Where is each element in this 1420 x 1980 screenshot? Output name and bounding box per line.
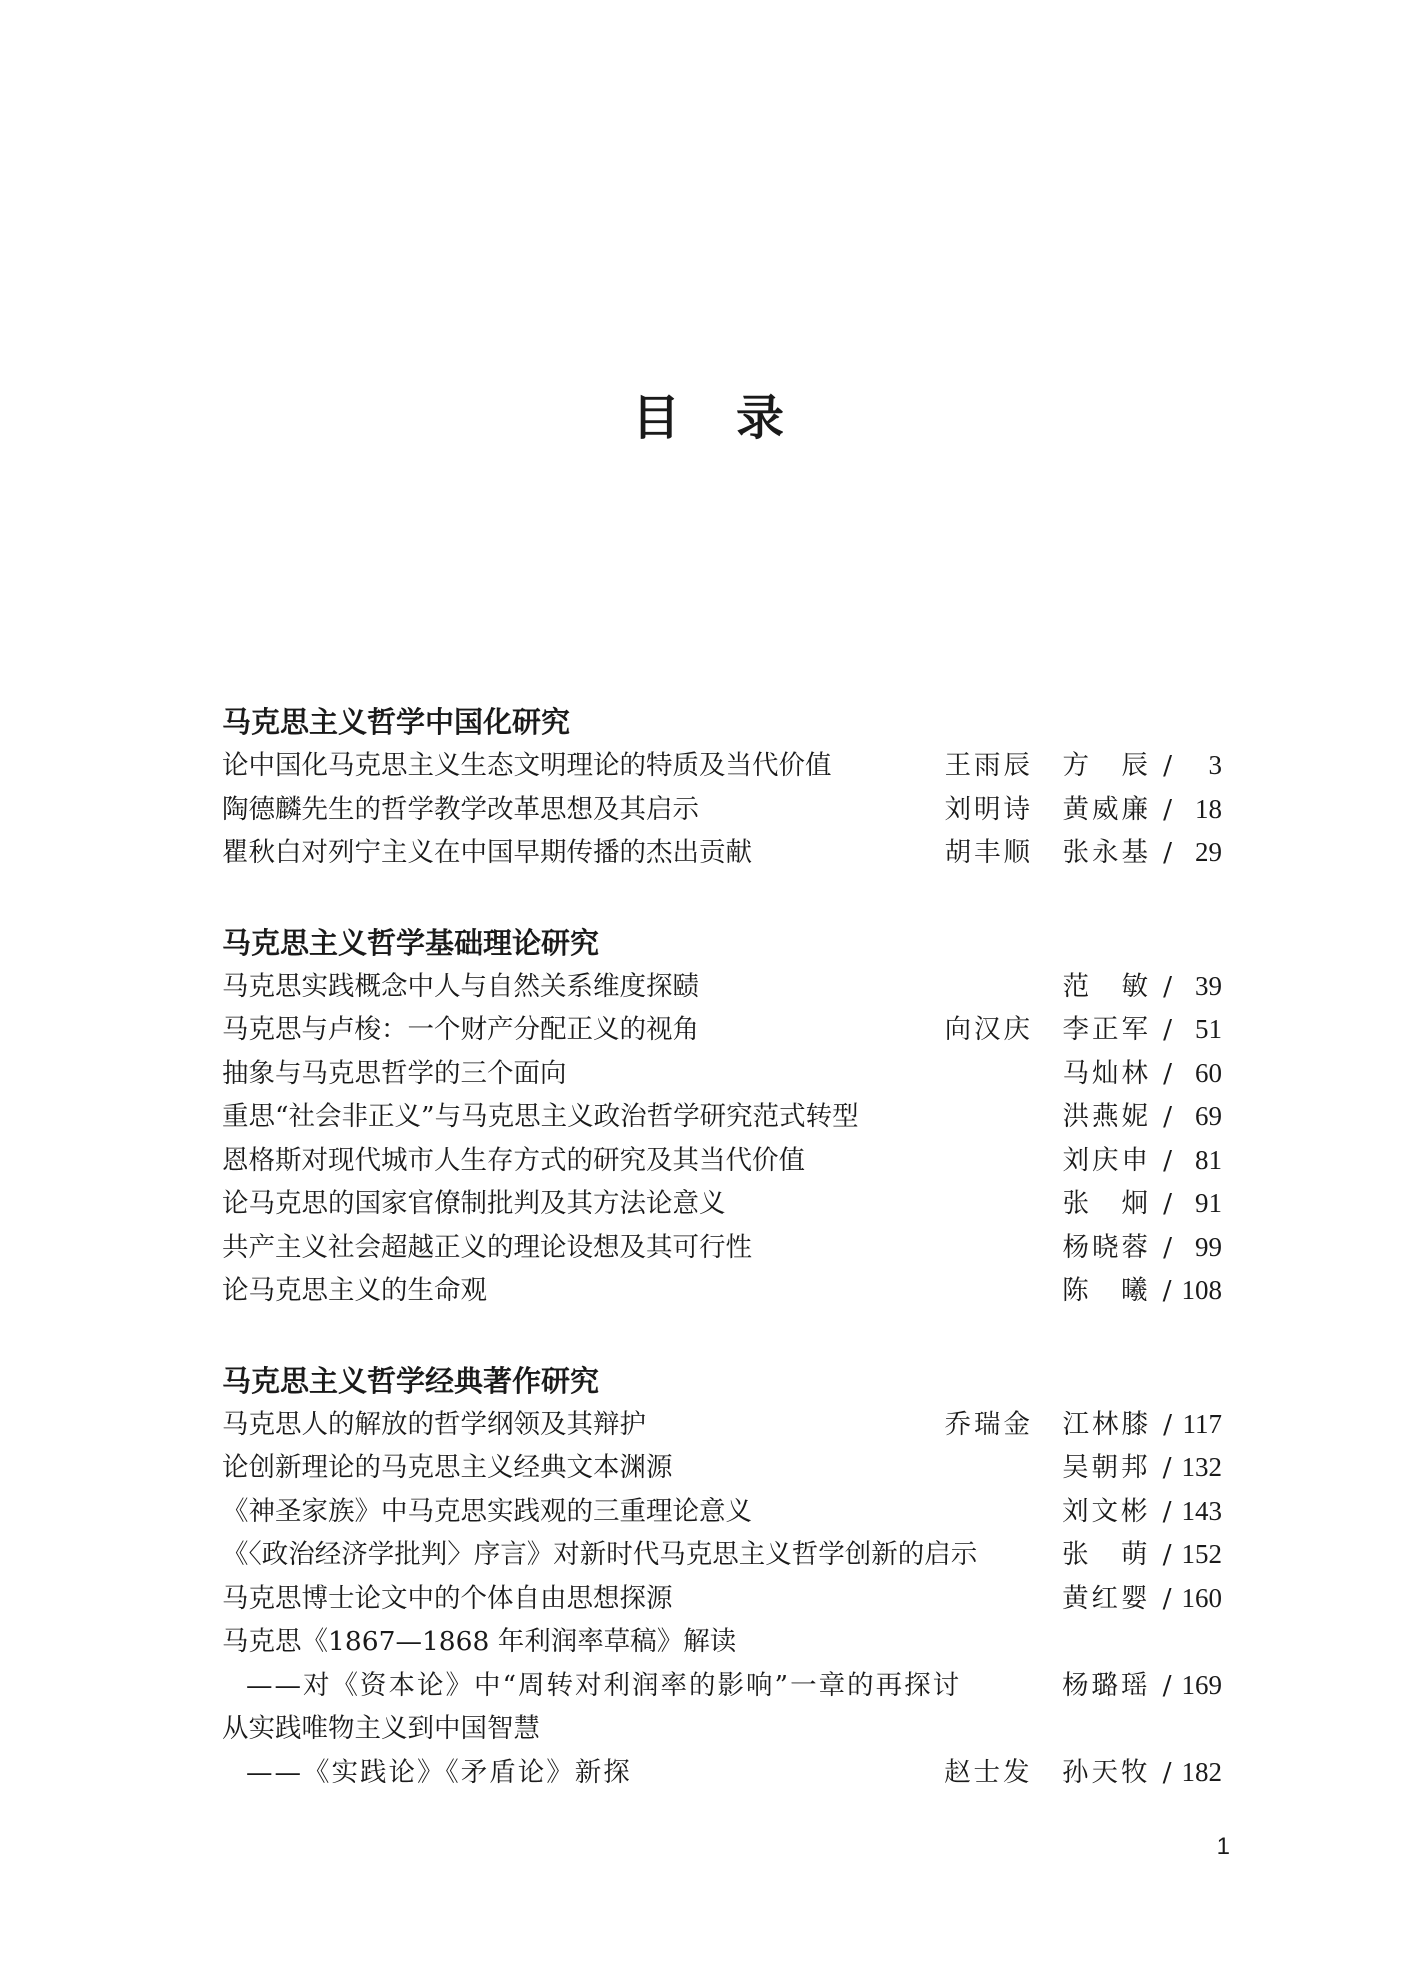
entry-title: 论创新理论的马克思主义经典文本渊源 (222, 1452, 673, 1483)
toc-entry[interactable] (222, 1490, 1222, 1534)
entry-authors: 张 萌 (1062, 1539, 1151, 1570)
section-heading: 马克思主义哲学基础理论研究 (222, 925, 600, 960)
entry-page-number: 160 (1181, 1582, 1222, 1613)
toc-entry[interactable] (222, 1707, 1222, 1751)
entry-title: 论马克思主义的生命观 (222, 1275, 487, 1306)
entry-separator: / (1163, 837, 1172, 868)
entry-separator: / (1162, 1275, 1172, 1306)
entry-separator: / (1163, 793, 1172, 825)
entry-page-number: 81 (1195, 1144, 1222, 1175)
entry-separator: / (1163, 970, 1172, 1002)
entry-title: 共产主义社会超越正义的理论设想及其可行性 (222, 1231, 752, 1263)
entry-title: 马克思《1867—1868 年利润率草稿》解读 (222, 1626, 737, 1657)
entry-authors: 张 炯 (1062, 1188, 1152, 1219)
entry-separator: / (1162, 1582, 1172, 1614)
entry-authors: 黄红婴 (1062, 1582, 1151, 1614)
toc-entry[interactable] (222, 1446, 1222, 1490)
entry-title: 抽象与马克思哲学的三个面向 (222, 1057, 567, 1089)
entry-separator: / (1162, 1452, 1172, 1483)
entry-page-number: 91 (1195, 1188, 1222, 1218)
entry-title: 恩格斯对现代城市人生存方式的研究及其当代价值 (222, 1144, 805, 1176)
entry-title: 马克思实践概念中人与自然关系维度探赜 (222, 970, 699, 1002)
entry-page-number: 143 (1181, 1495, 1222, 1526)
entry-title: 马克思人的解放的哲学纲领及其辩护 (222, 1408, 646, 1440)
entry-separator: / (1163, 1188, 1172, 1219)
entry-title: 《神圣家族》中马克思实践观的三重理论意义 (222, 1495, 752, 1527)
entry-page-number: 29 (1195, 837, 1222, 867)
toc-section (222, 921, 1222, 1313)
entry-subtitle: ——《实践论》《矛盾论》新探 (246, 1756, 632, 1788)
entry-title: 马克思与卢梭：一个财产分配正义的视角 (222, 1014, 699, 1045)
entry-page-number: 69 (1195, 1101, 1222, 1131)
entry-title: 瞿秋白对列宁主义在中国早期传播的杰出贡献 (222, 837, 752, 868)
toc-entry-subtitle[interactable] (222, 1664, 1222, 1708)
entry-separator: / (1163, 1014, 1172, 1045)
entry-authors: 乔瑞金 江林膝 (944, 1408, 1152, 1440)
entry-subtitle: ——对《资本论》中“周转对利润率的影响”一章的再探讨 (246, 1669, 962, 1701)
entry-separator: / (1163, 1057, 1172, 1089)
entry-separator: / (1163, 1144, 1172, 1176)
entry-authors: 向汉庆 李正军 (944, 1014, 1152, 1045)
entry-page-number: 60 (1195, 1057, 1222, 1088)
toc-entry[interactable] (222, 831, 1222, 875)
entry-title: 从实践唯物主义到中国智慧 (222, 1713, 540, 1744)
entry-authors: 陈 曦 (1062, 1275, 1151, 1306)
toc-entry[interactable] (222, 1620, 1222, 1664)
entry-separator: / (1162, 1756, 1172, 1788)
toc-entry[interactable] (222, 1182, 1222, 1226)
toc-entry[interactable] (222, 1008, 1222, 1052)
toc-entry[interactable] (222, 1403, 1222, 1447)
entry-page-number: 152 (1181, 1539, 1222, 1569)
toc-entry[interactable] (222, 965, 1222, 1009)
entry-separator: / (1162, 1669, 1172, 1701)
entry-authors: 洪燕妮 (1062, 1101, 1152, 1132)
entry-separator: / (1163, 1408, 1172, 1440)
entry-separator: / (1162, 1539, 1172, 1570)
entry-title: 《〈政治经济学批判〉序言》对新时代马克思主义哲学创新的启示 (222, 1539, 978, 1570)
entry-authors: 赵士发 孙天牧 (944, 1756, 1151, 1788)
toc-section (222, 1359, 1222, 1795)
entry-page-number: 132 (1181, 1452, 1222, 1482)
entry-separator: / (1163, 750, 1172, 781)
toc-entry[interactable] (222, 1139, 1222, 1183)
entry-authors: 杨晓蓉 (1062, 1231, 1152, 1263)
entry-page-number: 99 (1195, 1231, 1222, 1262)
toc-entry[interactable] (222, 1533, 1222, 1577)
entry-page-number: 182 (1181, 1756, 1222, 1787)
entry-authors: 刘明诗 黄威廉 (944, 793, 1152, 825)
toc-entry-subtitle[interactable] (222, 1751, 1222, 1795)
section-heading: 马克思主义哲学中国化研究 (222, 705, 571, 739)
entry-authors: 王雨辰 方 辰 (944, 750, 1152, 781)
entry-title: 陶德麟先生的哲学教学改革思想及其启示 (222, 793, 699, 825)
entry-title: 重思“社会非正义”与马克思主义政治哲学研究范式转型 (222, 1101, 859, 1132)
table-of-contents (222, 700, 1222, 1840)
entry-authors: 马灿林 (1062, 1057, 1152, 1089)
entry-page-number: 51 (1195, 1014, 1222, 1044)
toc-entry[interactable] (222, 1226, 1222, 1270)
toc-entry[interactable] (222, 744, 1222, 788)
toc-entry[interactable] (222, 788, 1222, 832)
entry-page-number: 108 (1181, 1275, 1222, 1305)
toc-entry[interactable] (222, 1052, 1222, 1096)
entry-authors: 吴朝邦 (1062, 1452, 1151, 1483)
entry-separator: / (1163, 1231, 1172, 1263)
entry-page-number: 3 (1208, 750, 1222, 780)
page-number: 1 (1216, 1833, 1230, 1860)
entry-title: 马克思博士论文中的个体自由思想探源 (222, 1582, 673, 1614)
entry-authors: 杨璐瑶 (1062, 1669, 1151, 1701)
entry-page-number: 39 (1195, 970, 1222, 1001)
toc-entry[interactable] (222, 1095, 1222, 1139)
section-heading: 马克思主义哲学经典著作研究 (222, 1363, 600, 1398)
entry-separator: / (1163, 1101, 1172, 1132)
page-title: 目 录 (631, 390, 788, 446)
toc-section (222, 700, 1222, 875)
entry-page-number: 169 (1181, 1669, 1222, 1700)
entry-authors: 胡丰顺 张永基 (944, 837, 1152, 868)
toc-entry[interactable] (222, 1269, 1222, 1313)
entry-separator: / (1162, 1495, 1172, 1527)
entry-title: 论马克思的国家官僚制批判及其方法论意义 (222, 1188, 726, 1219)
entry-page-number: 117 (1182, 1408, 1222, 1439)
entry-title: 论中国化马克思主义生态文明理论的特质及当代价值 (222, 750, 832, 781)
entry-authors: 范 敏 (1062, 970, 1152, 1002)
entry-page-number: 18 (1195, 793, 1222, 824)
toc-entry[interactable] (222, 1577, 1222, 1621)
entry-authors: 刘文彬 (1062, 1495, 1151, 1527)
entry-authors: 刘庆申 (1062, 1144, 1152, 1176)
